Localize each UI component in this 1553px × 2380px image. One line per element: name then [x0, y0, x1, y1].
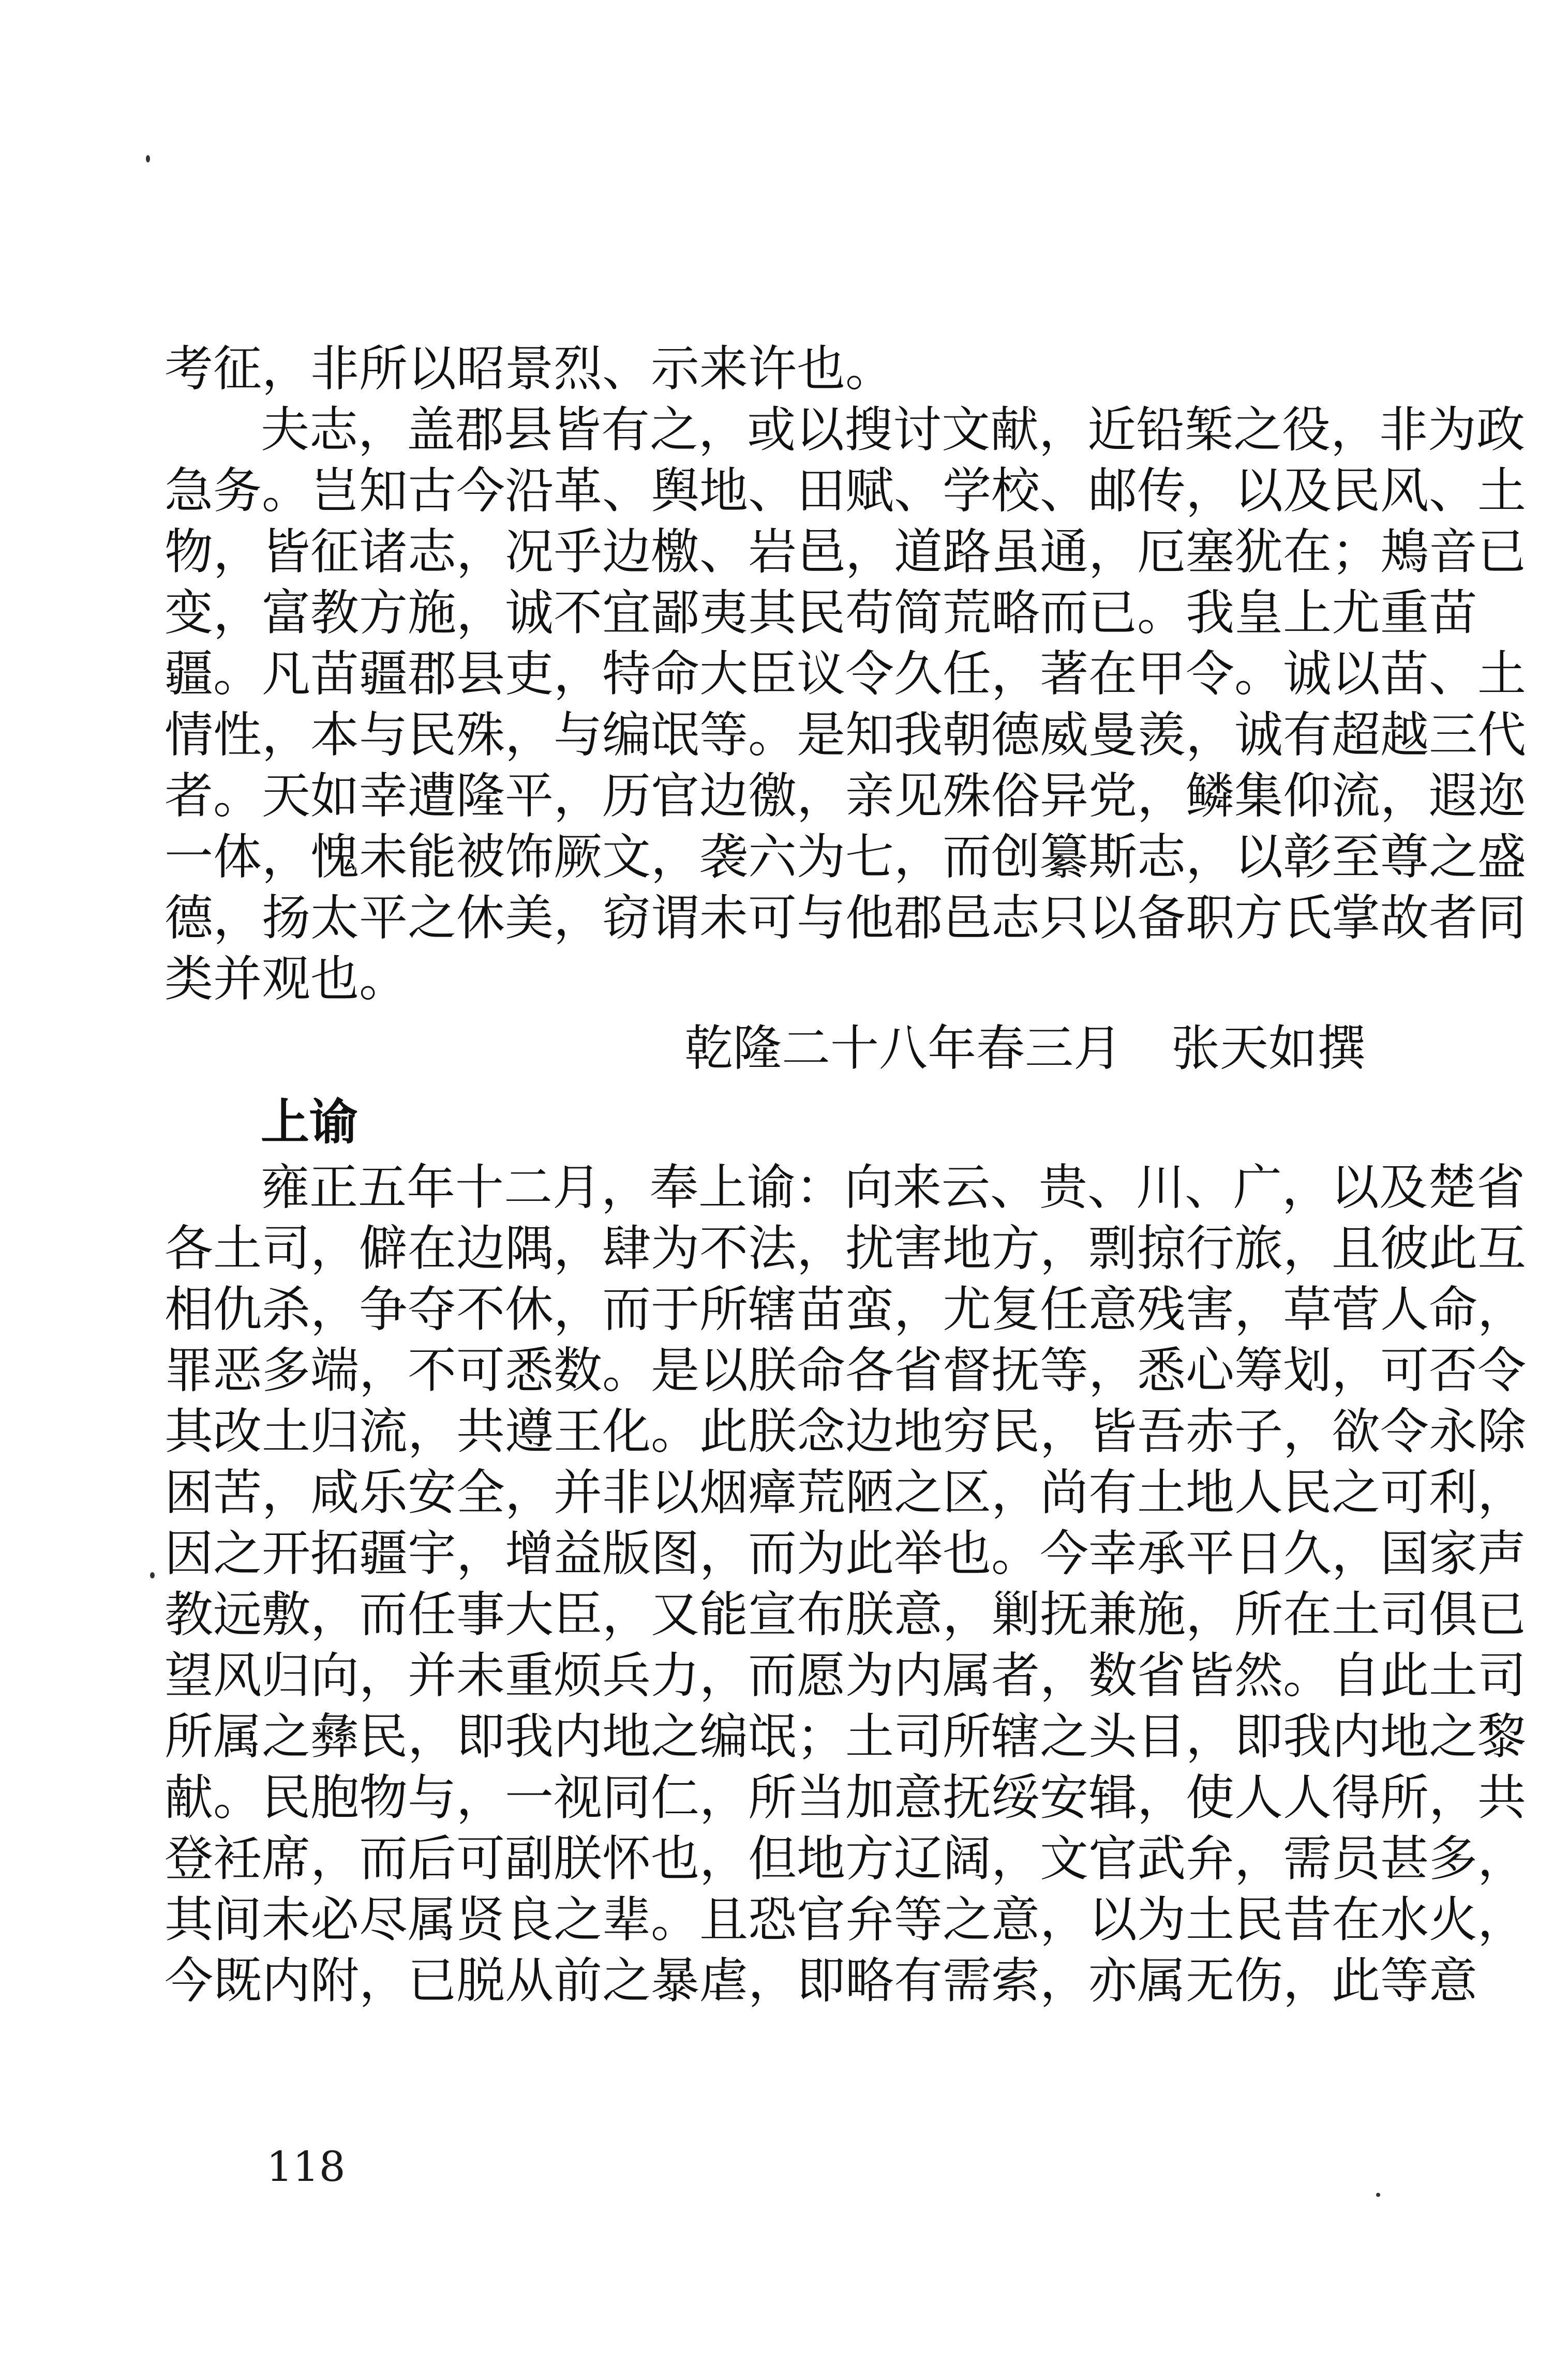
text-line: 类并观也。	[165, 951, 408, 1007]
text-line: 变，富教方施，诚不宜鄙夷其民苟简荒略而已。我皇上尤重苗	[165, 585, 1478, 641]
text-line: 困苦，咸乐安全，并非以烟瘴荒陋之区，尚有土地人民之可利，	[165, 1465, 1527, 1521]
text-line: 德，扬太平之休美，窃谓未可与他郡邑志只以备职方氏掌故者同	[165, 890, 1527, 946]
text-line: 急务。岂知古今沿革、舆地、田赋、学校、邮传，以及民风、土	[165, 463, 1527, 519]
text-line: 教远敷，而任事大臣，又能宣布朕意，剿抚兼施，所在土司俱已	[165, 1587, 1527, 1643]
page-number: 118	[266, 2143, 346, 2191]
text-line: 疆。凡苗疆郡县吏，特命大臣议令久任，著在甲令。诚以苗、土	[165, 646, 1527, 702]
text-line: 情性，本与民殊，与编氓等。是知我朝德威曼羡，诚有超越三代	[165, 707, 1527, 763]
text-line: 者。天如幸遭隆平，历官边徼，亲见殊俗异党，鳞集仰流，遐迩	[165, 768, 1527, 824]
section-heading: 上谕	[261, 1094, 359, 1151]
text-line: 夫志，盖郡县皆有之，或以搜讨文献，近铅椠之役，非为政	[261, 402, 1526, 458]
text-line: 登衽席，而后可副朕怀也，但地方辽阔，文官武弁，需员甚多，	[165, 1831, 1527, 1887]
text-line: 望风归向，并未重烦兵力，而愿为内属者，数省皆然。自此土司	[165, 1648, 1527, 1704]
text-line: 罪恶多端，不可悉数。是以朕命各省督抚等，悉心筹划，可否令	[165, 1343, 1527, 1399]
text-line: 今既内附，已脱从前之暴虐，即略有需索，亦属无伤，此等意	[165, 1953, 1478, 2009]
text-line: 因之开拓疆宇，增益版图，而为此举也。今幸承平日久，国家声	[165, 1526, 1527, 1582]
text-line: 所属之彝民，即我内地之编氓；土司所辖之头目，即我内地之黎	[165, 1709, 1527, 1765]
text-line: 一体，愧未能被饰厥文，袭六为七，而创纂斯志，以彰至尊之盛	[165, 829, 1527, 885]
text-line: 相仇杀，争夺不休，而于所辖苗蛮，尤复任意残害，草菅人命，	[165, 1282, 1527, 1338]
signature-date: 乾隆二十八年春三月	[684, 1020, 1123, 1077]
text-line: 物，皆征诸志，况乎边檄、岩邑，道路虽通，厄塞犹在；鴂音已	[165, 524, 1527, 580]
signature-line	[165, 1010, 1391, 1088]
main-text	[165, 339, 1527, 2012]
signature-author: 张天如撰	[1171, 1020, 1366, 1077]
scan-speck	[150, 1572, 155, 1578]
text-line: 考征，非所以昭景烈、示来许也。	[165, 341, 894, 397]
text-line: 其改土归流，共遵王化。此朕念边地穷民，皆吾赤子，欲令永除	[165, 1404, 1527, 1460]
text-line: 各土司，僻在边隅，肆为不法，扰害地方，剽掠行旅，且彼此互	[165, 1221, 1527, 1277]
text-line: 其间未必尽属贤良之辈。且恐官弁等之意，以为土民昔在水火，	[165, 1892, 1527, 1948]
scan-speck	[1376, 2193, 1380, 2197]
text-line: 雍正五年十二月，奉上谕：向来云、贵、川、广，以及楚省	[261, 1159, 1526, 1216]
text-line: 献。民胞物与，一视同仁，所当加意抚绥安辑，使人人得所，共	[165, 1770, 1527, 1826]
scan-speck	[146, 155, 150, 162]
